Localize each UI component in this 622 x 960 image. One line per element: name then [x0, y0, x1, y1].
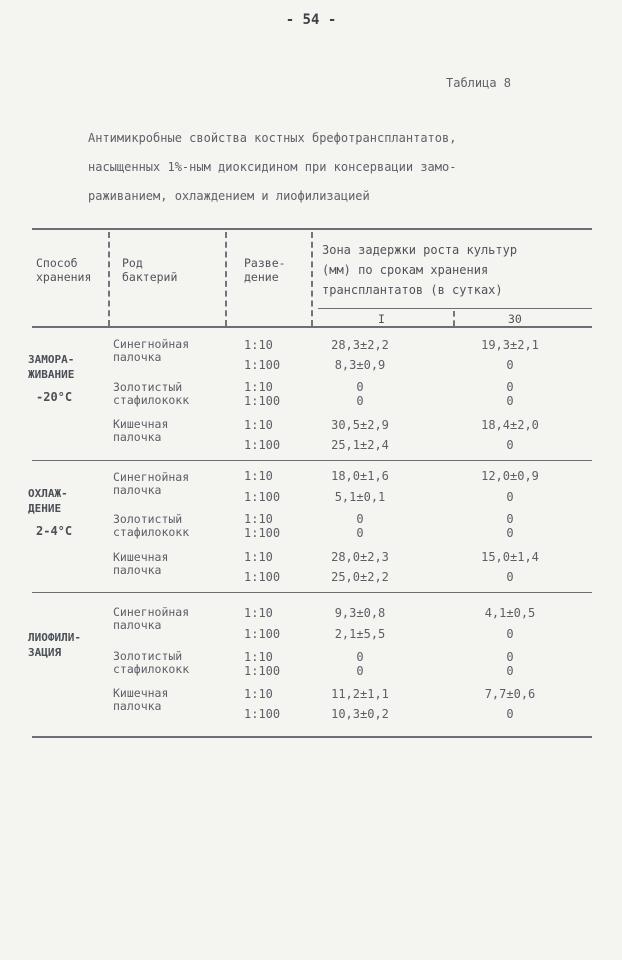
- zone-day30-cell: 0: [506, 358, 514, 372]
- dilution-cell: 1:10: [244, 380, 273, 394]
- dilution-cell: 1:10: [244, 512, 273, 526]
- zone-day30-cell: 0: [506, 570, 514, 584]
- dilution-cell: 1:10: [244, 687, 273, 701]
- column-separator: [311, 232, 313, 326]
- table-bottom-rule: [32, 736, 592, 738]
- dilution-cell: 1:100: [244, 570, 281, 584]
- bacteria-name: Золотистый стафилококк: [113, 512, 190, 539]
- zone-day1-cell: 18,0±1,6: [331, 469, 389, 483]
- zone-day1-cell: 0: [356, 512, 364, 526]
- dilution-cell: 1:10: [244, 338, 273, 352]
- zone-day1-cell: 28,3±2,2: [331, 338, 389, 352]
- zone-day30-cell: 12,0±0,9: [481, 469, 539, 483]
- zone-day1-cell: 0: [356, 650, 364, 664]
- zone-day1-cell: 9,3±0,8: [334, 606, 386, 620]
- zone-day30-cell: 0: [506, 627, 514, 641]
- group-separator-rule: [32, 460, 592, 461]
- zone-day1-cell: 5,1±0,1: [334, 490, 386, 504]
- header-dilution: Разве- дение: [244, 256, 286, 284]
- table-label: Таблица 8: [446, 76, 512, 90]
- caption-line: насыщенных 1%-ным диоксидином при консервации замо-: [88, 160, 457, 174]
- storage-method: ОХЛАЖ- ДЕНИЕ 2-4°С: [28, 487, 73, 538]
- dilution-cell: 1:100: [244, 358, 281, 372]
- dilution-cell: 1:10: [244, 550, 273, 564]
- bacteria-name: Синегнойная палочка: [113, 337, 190, 364]
- page-number: - 54 -: [285, 12, 337, 28]
- dilution-cell: 1:100: [244, 707, 281, 721]
- zone-day30-cell: 0: [506, 490, 514, 504]
- header-day-1: I: [378, 312, 385, 326]
- bacteria-name: Синегнойная палочка: [113, 470, 190, 497]
- zone-day1-cell: 11,2±1,1: [331, 687, 389, 701]
- zone-day30-cell: 0: [506, 650, 514, 664]
- zone-day30-cell: 0: [506, 512, 514, 526]
- zone-day30-cell: 19,3±2,1: [481, 338, 539, 352]
- bacteria-name: Золотистый стафилококк: [113, 649, 190, 676]
- storage-method: ЛИОФИЛИ- ЗАЦИЯ: [28, 631, 81, 659]
- caption-line: Антимикробные свойства костных брефотрансплантатов,: [88, 131, 457, 145]
- zone-day1-cell: 28,0±2,3: [331, 550, 389, 564]
- bacteria-name: Синегнойная палочка: [113, 605, 190, 632]
- zone-day1-cell: 25,1±2,4: [331, 438, 389, 452]
- zone-day1-cell: 10,3±0,2: [331, 707, 389, 721]
- zone-day30-cell: 0: [506, 380, 514, 394]
- dilution-cell: 1:100: [244, 526, 281, 540]
- zone-day1-cell: 0: [356, 380, 364, 394]
- zone-day30-cell: 0: [506, 526, 514, 540]
- zone-day30-cell: 4,1±0,5: [484, 606, 536, 620]
- caption-line: раживанием, охлаждением и лиофилизацией: [88, 189, 370, 203]
- table-caption: [88, 124, 558, 211]
- dilution-cell: 1:10: [244, 469, 273, 483]
- column-separator: [225, 232, 227, 326]
- zone-day1-cell: 30,5±2,9: [331, 418, 389, 432]
- dilution-cell: 1:100: [244, 664, 281, 678]
- zone-subheader-rule: [318, 308, 592, 309]
- storage-temperature: 2-4°С: [36, 524, 73, 538]
- zone-day1-cell: 0: [356, 664, 364, 678]
- zone-day30-cell: 0: [506, 664, 514, 678]
- group-separator-rule: [32, 592, 592, 593]
- dilution-cell: 1:100: [244, 490, 281, 504]
- dilution-cell: 1:10: [244, 606, 273, 620]
- column-separator: [453, 311, 455, 326]
- bacteria-name: Золотистый стафилококк: [113, 380, 190, 407]
- dilution-cell: 1:10: [244, 418, 273, 432]
- zone-day1-cell: 25,0±2,2: [331, 570, 389, 584]
- storage-temperature: -20°С: [36, 390, 73, 404]
- header-method: Способ хранения: [36, 256, 92, 284]
- zone-day30-cell: 7,7±0,6: [484, 687, 536, 701]
- zone-day1-cell: 2,1±5,5: [334, 627, 386, 641]
- zone-day30-cell: 18,4±2,0: [481, 418, 539, 432]
- header-bacteria: Род бактерий: [122, 256, 178, 284]
- bacteria-name: Кишечная палочка: [113, 417, 169, 444]
- column-separator: [108, 232, 110, 326]
- zone-day1-cell: 0: [356, 394, 364, 408]
- bacteria-name: Кишечная палочка: [113, 550, 169, 577]
- dilution-cell: 1:10: [244, 650, 273, 664]
- zone-day30-cell: 0: [506, 707, 514, 721]
- dilution-cell: 1:100: [244, 438, 281, 452]
- zone-day30-cell: 15,0±1,4: [481, 550, 539, 564]
- zone-day30-cell: 0: [506, 394, 514, 408]
- header-bottom-rule: [32, 326, 592, 328]
- header-zone: Зона задержки роста культур (мм) по срокам хранения трансплантатов (в сутках): [322, 243, 518, 297]
- header-day-30: 30: [508, 312, 522, 326]
- table-top-rule: [32, 228, 592, 230]
- zone-day30-cell: 0: [506, 438, 514, 452]
- zone-day1-cell: 8,3±0,9: [334, 358, 386, 372]
- storage-method: ЗАМОРА- ЖИВАНИЕ -20°С: [28, 353, 75, 404]
- bacteria-name: Кишечная палочка: [113, 686, 169, 713]
- zone-day1-cell: 0: [356, 526, 364, 540]
- dilution-cell: 1:100: [244, 394, 281, 408]
- dilution-cell: 1:100: [244, 627, 281, 641]
